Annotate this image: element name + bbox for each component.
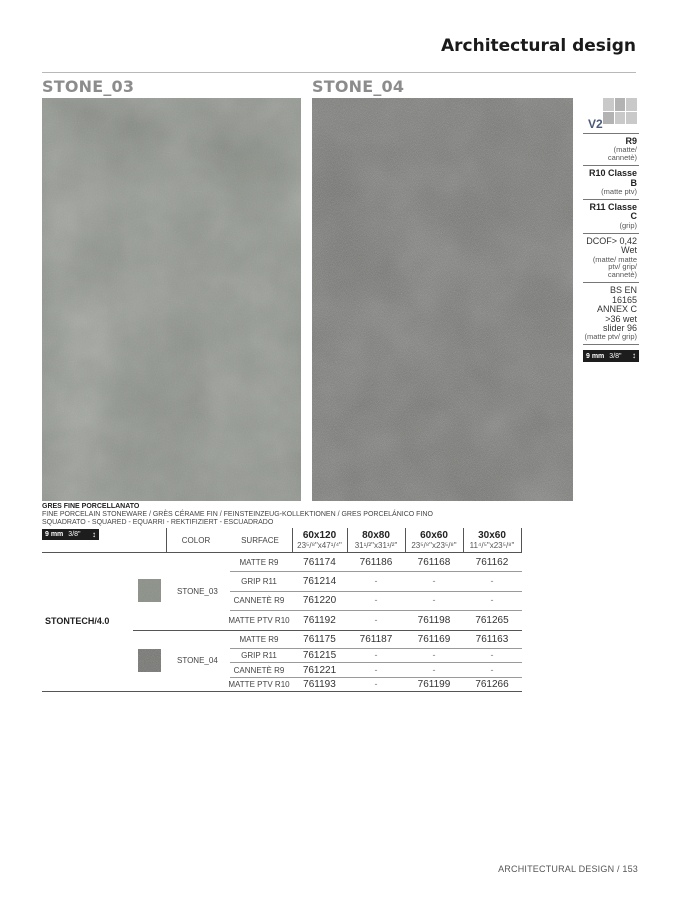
surface-label: CANNETÈ R9 <box>233 596 285 605</box>
surface-label: MATTE R9 <box>239 635 279 644</box>
header-divider <box>42 72 636 73</box>
surface-column-header: SURFACE <box>241 536 279 545</box>
product-code: 761163 <box>475 634 509 645</box>
product-code: 761193 <box>303 679 336 690</box>
table-thickness-badge: 9 mm 3/8" ↕ <box>42 529 99 540</box>
product-code: - <box>432 576 436 586</box>
size-header: 60x120 23⁵/⁸"x47¹/⁴" <box>297 530 342 550</box>
surface-label: GRIP R11 <box>241 577 277 586</box>
color-column-header: COLOR <box>181 536 211 545</box>
table-divider <box>230 648 522 649</box>
product-code: - <box>374 576 378 586</box>
size-header: 60x60 23⁵/⁸"x23⁵/⁸" <box>411 530 457 550</box>
color-name: STONE_04 <box>177 656 218 665</box>
product-code: - <box>490 650 494 660</box>
stone-04-swatch <box>138 649 161 672</box>
product-code: 761265 <box>475 615 509 626</box>
product-code: - <box>432 650 436 660</box>
table-divider <box>230 571 522 572</box>
material-description: GRES FINE PORCELLANATO FINE PORCELAIN STONEWARE / GRÈS CÉRAME FIN / FEINSTEINZEUG-KOLLEKTIONEN / GRES PORCELÁNICO FINO SQUADRATO - SQUARED - EQUARRI - REKTIFIZIERT - ESCUADRADO <box>42 503 433 526</box>
thickness-arrow-icon: ↕ <box>92 530 96 539</box>
shade-variation-icon <box>603 98 637 124</box>
spec-item: R9 (matte/ cannetè) <box>583 134 639 166</box>
product-code: - <box>490 665 494 675</box>
table-divider <box>230 591 522 592</box>
product-code: 761192 <box>303 615 336 626</box>
table-divider <box>42 552 522 553</box>
table-divider <box>230 610 522 611</box>
surface-label: MATTE R9 <box>239 558 279 567</box>
product-code: 761187 <box>359 634 393 645</box>
page-title: Architectural design <box>440 36 636 56</box>
product-code: - <box>374 679 378 689</box>
surface-label: MATTE PTV R10 <box>228 616 290 625</box>
product-code: 761221 <box>302 665 337 676</box>
spec-item: DCOF> 0,42 Wet (matte/ matte ptv/ grip/ cannetè) <box>583 234 639 284</box>
spec-item: BS EN 16165 ANNEX C >36 wet slider 96 (matte ptv/ grip) <box>583 283 639 345</box>
table-divider <box>230 662 522 663</box>
stone-03-photo <box>42 98 301 501</box>
table-divider <box>42 691 522 692</box>
product-code: - <box>490 595 494 605</box>
page-footer: ARCHITECTURAL DESIGN / 153 <box>498 864 638 874</box>
product-code: 761175 <box>303 634 336 645</box>
product-code: 761199 <box>417 679 451 690</box>
surface-label: CANNETÈ R9 <box>233 666 285 675</box>
product-code: 761186 <box>359 557 393 568</box>
specifications-panel <box>583 96 639 362</box>
table-divider <box>521 528 522 552</box>
product-code: 761168 <box>417 557 451 568</box>
product-code: 761174 <box>303 557 336 568</box>
product-code: 761220 <box>302 595 337 606</box>
product-code: - <box>490 576 494 586</box>
thickness-arrow-icon: ↕ <box>632 351 636 361</box>
product-code: - <box>374 595 378 605</box>
product-code: 761214 <box>302 576 337 587</box>
product-code: 761215 <box>302 650 337 661</box>
table-divider <box>133 630 522 631</box>
product-code: - <box>432 665 436 675</box>
thickness-badge: 9 mm 3/8" ↕ <box>583 350 639 362</box>
product-code: - <box>432 595 436 605</box>
stone-04-title: STONE_04 <box>312 77 405 96</box>
surface-label: MATTE PTV R10 <box>228 680 290 689</box>
size-header: 30x60 11⁴/⁵"x23⁵/⁸" <box>469 530 515 550</box>
variation-indicator <box>583 96 639 134</box>
stone-04-photo <box>312 98 573 501</box>
product-code: 761162 <box>475 557 509 568</box>
product-code: - <box>374 650 378 660</box>
surface-label: GRIP R11 <box>241 651 277 660</box>
product-code: - <box>374 665 378 675</box>
product-code: - <box>374 615 378 625</box>
product-name: STONTECH/4.0 <box>45 616 110 626</box>
product-code: 761266 <box>475 679 509 690</box>
stone-03-swatch <box>138 579 161 602</box>
variation-label: V2 <box>588 117 603 131</box>
stone-03-title: STONE_03 <box>42 77 135 96</box>
spec-item: R11 Classe C (grip) <box>583 200 639 234</box>
product-code: 761198 <box>417 615 451 626</box>
table-divider <box>230 677 522 678</box>
size-header: 80x80 31¹/²"x31¹/²" <box>354 530 398 550</box>
product-code: 761169 <box>417 634 451 645</box>
color-name: STONE_03 <box>177 587 218 596</box>
spec-item: R10 Classe B (matte ptv) <box>583 166 639 200</box>
